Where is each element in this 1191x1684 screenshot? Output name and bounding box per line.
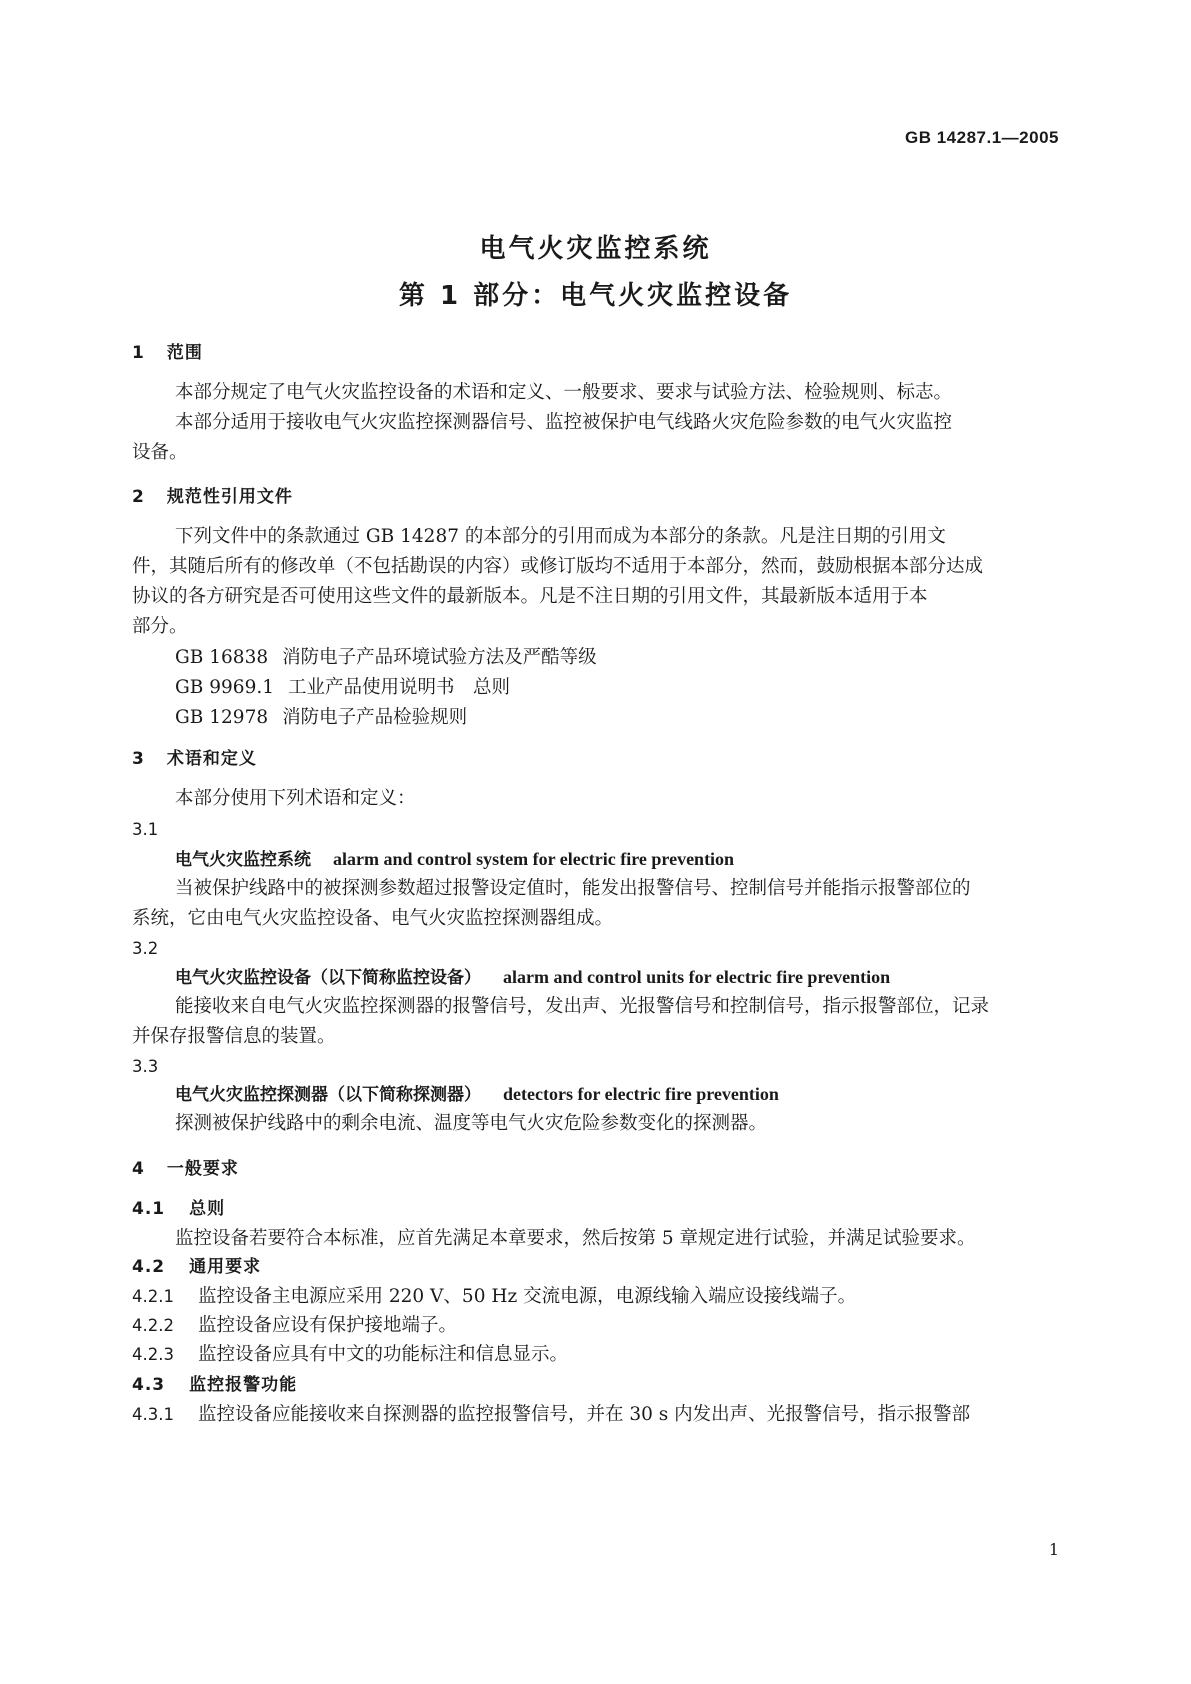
- clause-item: [132, 1342, 1060, 1368]
- reference-item: [175, 675, 1103, 701]
- section-title: 规范性引用文件: [166, 487, 293, 507]
- term-definition-a: 当被保护线路中的被探测参数超过报警设定值时，能发出报警信号、控制信号并能指示报警部位的: [175, 878, 971, 899]
- reference-code: GB 12978: [175, 707, 269, 728]
- subsection-4-1-heading: [132, 1196, 1060, 1222]
- subsection-title: 监控报警功能: [189, 1375, 298, 1395]
- standard-code: GB 14287.1—2005: [905, 128, 1059, 147]
- title-line-2: 第 1 部分：电气火灾监控设备: [398, 281, 793, 311]
- s4-1-text: 监控设备若要符合本标准，应首先满足本章要求，然后按第 5 章规定进行试验，并满足试验要求。: [175, 1228, 976, 1249]
- clause-text: 监控设备应能接收来自探测器的监控报警信号，并在 30 s 内发出声、光报警信号，指示报警部: [197, 1404, 971, 1425]
- subsection-number: 4.2: [132, 1257, 166, 1277]
- term-number: 3.3: [132, 1057, 159, 1076]
- reference-title: 消防电子产品环境试验方法及严酷等级: [282, 647, 597, 668]
- term-definition-a: 能接收来自电气火灾监控探测器的报警信号，发出声、光报警信号和控制信号，指示报警部位，记录: [175, 996, 990, 1017]
- term-number: 3.1: [132, 820, 159, 839]
- term-name-en: detectors for electric fire prevention: [503, 1084, 779, 1104]
- clause-number: 4.2.1: [132, 1287, 174, 1306]
- reference-code: GB 9969.1: [175, 677, 274, 698]
- term-number: 3.2: [132, 939, 159, 958]
- clause-text: 监控设备主电源应采用 220 V、50 Hz 交流电源，电源线输入端应设接线端子。: [197, 1286, 857, 1307]
- section-title: 一般要求: [166, 1159, 239, 1179]
- clause-number: 4.2.2: [132, 1316, 174, 1335]
- section-number: 4: [132, 1159, 145, 1179]
- subsection-number: 4.1: [132, 1199, 166, 1219]
- reference-code: GB 16838: [175, 647, 269, 668]
- subsection-title: 总则: [189, 1199, 226, 1219]
- reference-title: 消防电子产品检验规则: [282, 707, 468, 728]
- clause-text: 监控设备应具有中文的功能标注和信息显示。: [197, 1344, 568, 1365]
- subsection-4-3-heading: [132, 1372, 1060, 1398]
- section-2-heading: [132, 484, 1060, 510]
- term-heading: [175, 1081, 1103, 1108]
- term-name-cn: 电气火灾监控设备（以下简称监控设备）: [175, 968, 481, 988]
- s1-paragraph-1: 本部分规定了电气火灾监控设备的术语和定义、一般要求、要求与试验方法、检验规则、标志。: [175, 382, 953, 403]
- term-name-cn: 电气火灾监控探测器（以下简称探测器）: [175, 1085, 481, 1105]
- section-title: 术语和定义: [166, 749, 257, 769]
- reference-item: [175, 705, 1103, 731]
- term-definition-b: 系统，它由电气火灾监控设备、电气火灾监控探测器组成。: [132, 908, 614, 929]
- section-3-heading: [132, 746, 1060, 772]
- section-number: 1: [132, 343, 145, 363]
- subsection-4-2-heading: [132, 1254, 1060, 1280]
- term-heading: [175, 846, 1103, 873]
- clause-number: 4.3.1: [132, 1405, 174, 1424]
- section-number: 3: [132, 749, 145, 769]
- term-name-en: alarm and control system for electric fire prevention: [333, 849, 735, 869]
- s2-paragraph-b: 件，其随后所有的修改单（不包括勘误的内容）或修订版均不适用于本部分，然而，鼓励根据本部分达成: [132, 556, 984, 577]
- term-name-en: alarm and control units for electric fire prevention: [503, 967, 891, 987]
- title-line-1: 电气火灾监控系统: [479, 234, 712, 264]
- s2-paragraph-a: 下列文件中的条款通过 GB 14287 的本部分的引用而成为本部分的条款。凡是注日期的引用文: [175, 526, 946, 547]
- term-definition-b: 并保存报警信息的装置。: [132, 1026, 336, 1047]
- s2-paragraph-c: 协议的各方研究是否可使用这些文件的最新版本。凡是不注日期的引用文件，其最新版本适用于本: [132, 586, 928, 607]
- term-heading: [175, 964, 1103, 991]
- clause-item: [132, 1402, 1060, 1428]
- section-number: 2: [132, 487, 145, 507]
- subsection-number: 4.3: [132, 1375, 166, 1395]
- s1-paragraph-2b: 设备。: [132, 442, 188, 463]
- section-title: 范围: [166, 343, 203, 363]
- section-4-heading: [132, 1156, 1060, 1182]
- clause-item: [132, 1284, 1060, 1310]
- clause-number: 4.2.3: [132, 1345, 174, 1364]
- section-1-heading: [132, 340, 1060, 366]
- page-number: 1: [1048, 1540, 1059, 1559]
- reference-item: [175, 645, 1103, 671]
- term-definition-a: 探测被保护线路中的剩余电流、温度等电气火灾危险参数变化的探测器。: [175, 1113, 768, 1134]
- s1-paragraph-2a: 本部分适用于接收电气火灾监控探测器信号、监控被保护电气线路火灾危险参数的电气火灾监控: [175, 412, 953, 433]
- subsection-title: 通用要求: [189, 1257, 262, 1277]
- clause-text: 监控设备应设有保护接地端子。: [197, 1315, 457, 1336]
- s2-paragraph-d: 部分。: [132, 616, 188, 637]
- term-name-cn: 电气火灾监控系统: [175, 850, 311, 870]
- reference-title: 工业产品使用说明书 总则: [288, 677, 511, 698]
- clause-item: [132, 1313, 1060, 1339]
- s3-intro: 本部分使用下列术语和定义：: [175, 788, 416, 809]
